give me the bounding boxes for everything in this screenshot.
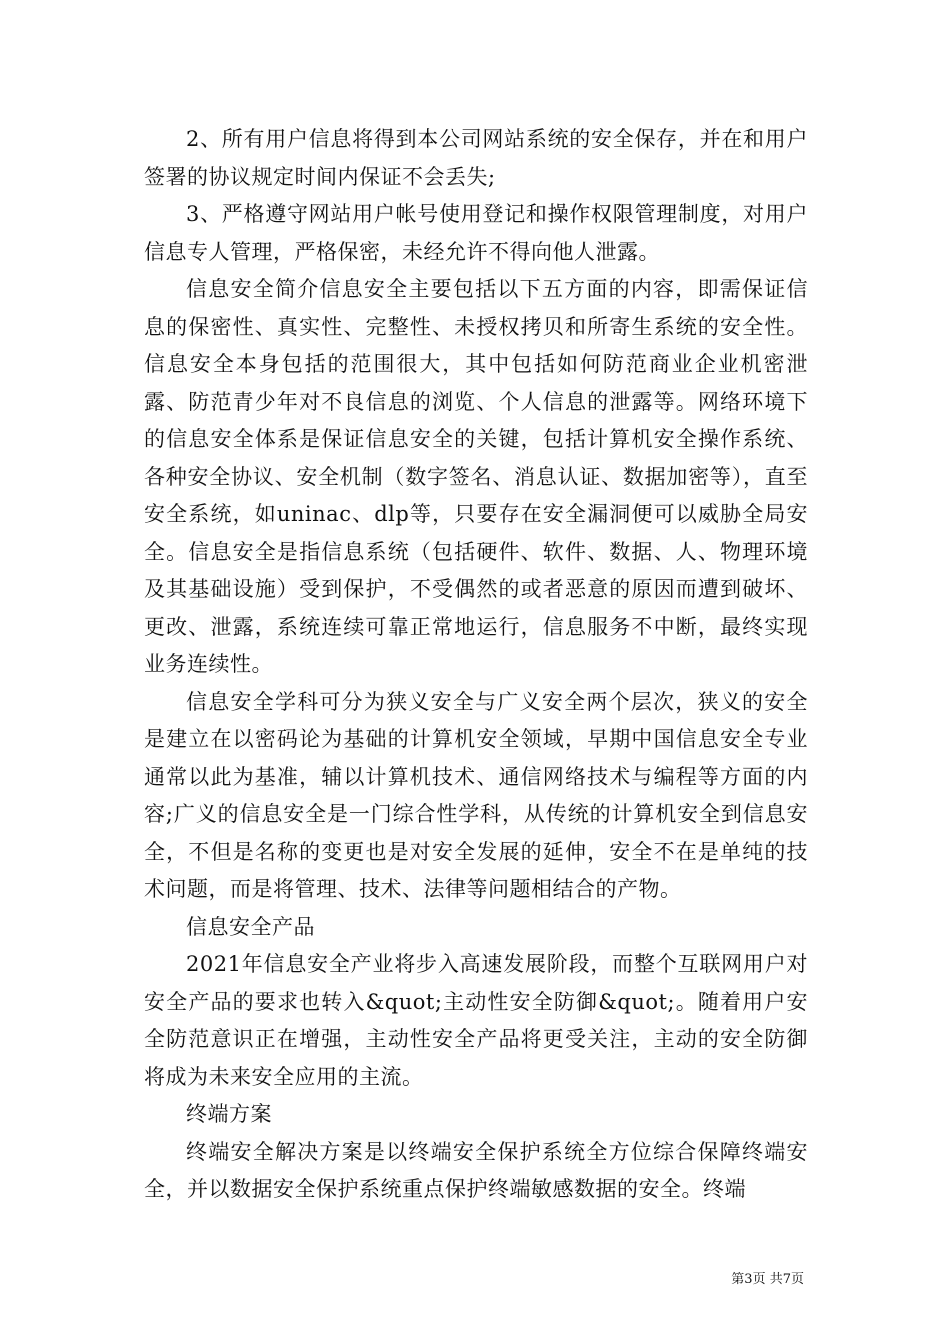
paragraph-user-info-storage: 2、所有用户信息将得到本公司网站系统的安全保存，并在和用户签署的协议规定时间内保证不会丢失; bbox=[144, 127, 808, 189]
paragraph-security-products: 2021年信息安全产业将步入高速发展阶段，而整个互联网用户对安全产品的要求也转入&quot;主动性安全防御&quot;。随着用户安全防范意识正在增强，主动性安全产品将更受关注，主动的安全防御将成为未来安全应用的主流。 bbox=[144, 952, 808, 1089]
footer-prefix: 第 bbox=[731, 1272, 745, 1287]
section-heading-security-products: 信息安全产品 bbox=[186, 914, 315, 939]
paragraph-terminal-solution: 终端安全解决方案是以终端安全保护系统全方位综合保障终端安全，并以数据安全保护系统重点保护终端敏感数据的安全。终端 bbox=[144, 1139, 808, 1201]
section-heading-terminal-solution: 终端方案 bbox=[186, 1102, 272, 1126]
paragraph-security-intro: 信息安全简介信息安全主要包括以下五方面的内容，即需保证信息的保密性、真实性、完整性、未授权拷贝和所寄生系统的安全性。信息安全本身包括的范围很大，其中包括如何防范商业企业机密泄露、防范青少年对不良信息的浏览、个人信息的泄露等。网络环境下的信息安全体系是保证信息安全的关键，包括计算机安全操作系统、各种安全协议、安全机制（数字签名、消息认证、数据加密等），直至安全系统，如uninac、dlp等，只要存在安全漏洞便可以威胁全局安全。信息安全是指信息系统（包括硬件、软件、数据、人、物理环境及其基础设施）受到保护，不受偶然的或者恶意的原因而遭到破坏、更改、泄露，系统连续可靠正常地运行，信息服务不中断，最终实现业务连续性。 bbox=[144, 277, 808, 676]
paragraph-account-management: 3、严格遵守网站用户帐号使用登记和操作权限管理制度，对用户信息专人管理，严格保密，未经允许不得向他人泄露。 bbox=[144, 202, 808, 264]
footer-middle: 页 共 bbox=[752, 1272, 783, 1287]
paragraph-security-discipline: 信息安全学科可分为狭义安全与广义安全两个层次，狭义的安全是建立在以密码论为基础的计算机安全领域，早期中国信息安全专业通常以此为基准，辅以计算机技术、通信网络技术与编程等方面的内容;广义的信息安全是一门综合性学科，从传统的计算机安全到信息安全，不但是名称的变更也是对安全发展的延伸，安全不在是单纯的技术问题，而是将管理、技术、法律等问题相结合的产物。 bbox=[144, 689, 808, 901]
footer-current-page: 3 bbox=[744, 1272, 753, 1287]
document-body bbox=[144, 121, 808, 1209]
page-number-footer bbox=[731, 1272, 804, 1288]
footer-total-pages: 7 bbox=[782, 1272, 791, 1287]
footer-suffix: 页 bbox=[790, 1272, 804, 1287]
